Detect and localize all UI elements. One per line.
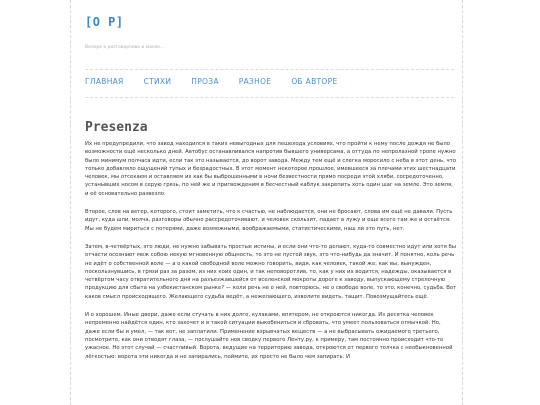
header-divider bbox=[85, 69, 454, 70]
site-tagline: Велорк о разговорчиво и маске... bbox=[85, 45, 165, 50]
nav-divider bbox=[85, 97, 454, 98]
nav-misc[interactable]: РАЗНОЕ bbox=[238, 77, 272, 86]
paragraph: Затем, в-четвёртых, это люди, не нужно забывать простые истины, и если они что-то делают, куда-то совместно идут или хотя бы отчасти осознают меж собою некую мгновенную общность, то это не пустой звук, это что-нибудь да значит. И понятно, коль речь не идёт о собственной воле — а о какой свободной воле можно говорить, видя, как человек, такой же, как вы, вынужден, поскользнувшись, в грязи раз за разом, из них коих один, и так неповоротлив, то, как у них их водится, надежды, оказывается в четвёртом часу отвратительного дня на разъезжавшейся от вселенской мокроты дороге к заводу, выпускающему стрелочную продукцию для сбыта на узбекистанском рынке? — коли речь не о ней, повторюсь, не о свободе воле, то это, конечно, судьба. Вот каков смысл происходящего. Желающего судьба ведёт, а нежелающего, изволите видеть, тащит. Повозмущайтесь ещё. bbox=[85, 243, 457, 300]
nav-home[interactable]: ГЛАВНАЯ bbox=[85, 77, 124, 86]
paragraph: И о хорошем. Иные двери, даже если стучать в них долго, кулаками, впятером, не откроются никогда. Из десятка человек непременно найдётся один, кто захочет и в такой ситуации выкобениться и сбровать, что умеет пользоваться отмычкой. Но, даже если бы и умел, — так вот, не заплатили. Применение взрывчатых веществ — а не выбрасывать ожидаемого третьего, посмотрите, как они отводят глаза, — послушайте нов сводку первого Ленту.ру, к примеру, там постоянно происходит что-то ужасное. Но этот случай — счастливый. Ворота, ведущие на территорию завода, откроются от первого толчка с необыкновенной лёгкостью: ворота эти никогда и не запирались, поймите, их просто не было чем запирать. И bbox=[85, 312, 453, 360]
main-nav bbox=[85, 77, 357, 86]
paragraph: Второе, слов на ветер, которого, стоит заметить, что к счастью, не наблюдается, они не бросают, слова им ещё не давали. Пусть идут, куда шли, молча, разговоры обычно рассредоточивают, и человек скользит, падает в лужу и еще всего там же и остаётся. Мы не будем мириться с потерями, даже возможными, воображаемыми, статистическими, наш ли это путь, нет. bbox=[85, 209, 453, 232]
nav-poems[interactable]: СТИХИ bbox=[143, 77, 172, 86]
paragraph: Их не предупредили, что завод находился в таких невыгодных для пешехода условиях, что пройти к нему после дождя не было возможности ещё несколько дней. Автобус останавливался напротив бывшего универсама, а оттуда по непролазной тропе нужно было минимум полчаса идти, если так это называется, до ворот завода. Между тем ещё и слегка моросило с неба в этот день, что только добавляло ощущений тупых и безрадостных. В этот момент некоторое прошлое, имевшееся за плечами этих шестнадцати человек, мы отсекаем и оставляем их как бы выброшенными в ночи безвестности прямо посреди этой хляби, сосредоточенно, устанывших носом в серую грязь, по ней же и пригвожденим в бесчестный каблук закрепить хоть один шаг на земле. Это земля, и её основательно развезло. bbox=[85, 141, 456, 197]
nav-prose[interactable]: ПРОЗА bbox=[191, 77, 219, 86]
post-body bbox=[85, 140, 457, 371]
post-title: Presenza bbox=[85, 120, 148, 135]
site-logo[interactable]: [O P] bbox=[85, 15, 124, 29]
nav-about[interactable]: ОБ АВТОРЕ bbox=[291, 77, 338, 86]
